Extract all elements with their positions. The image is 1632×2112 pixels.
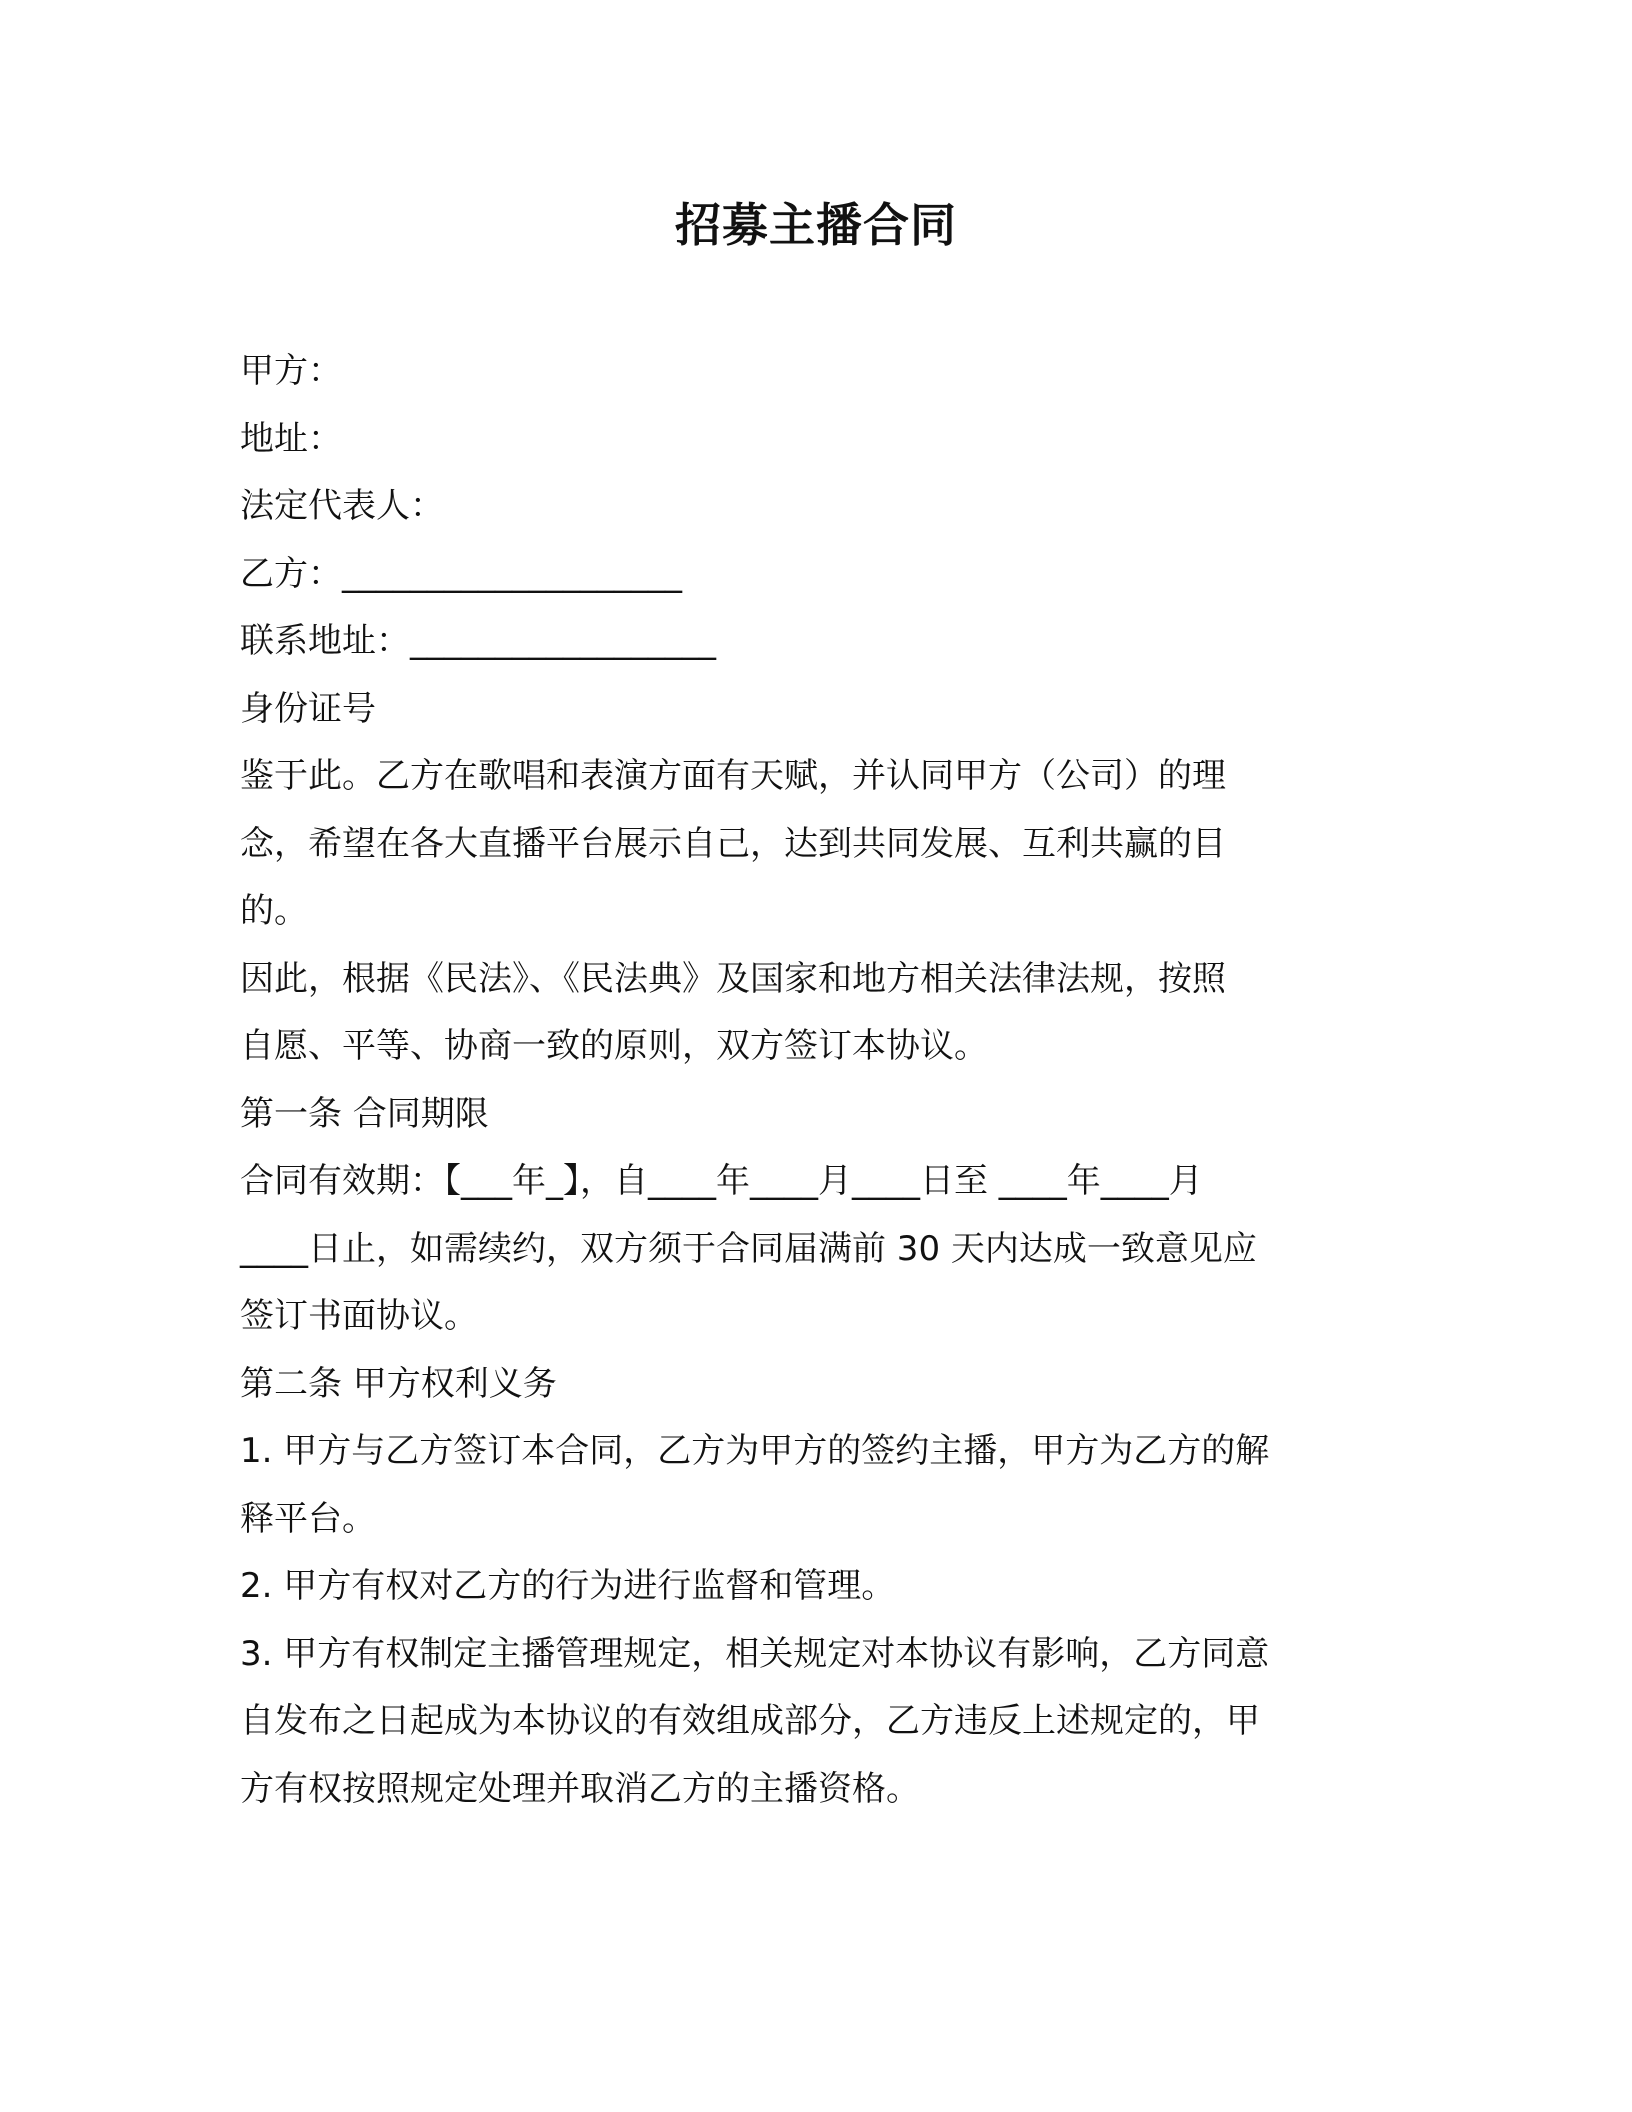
legal-basis-line: 因此，根据《民法》、《民法典》及国家和地方相关法律法规，按照 (240, 958, 1226, 999)
document-body (240, 338, 1410, 1823)
party-b-line: 乙方：____________________ (240, 553, 682, 594)
contract-term-line: 签订书面协议。 (240, 1296, 478, 1336)
clause-3-line: 3. 甲方有权制定主播管理规定，相关规定对本协议有影响，乙方同意 (240, 1633, 1270, 1674)
clause-2-line: 2. 甲方有权对乙方的行为进行监督和管理。 (240, 1566, 896, 1606)
preamble-line: 念，希望在各大直播平台展示自己，达到共同发展、互利共赢的目 (240, 823, 1226, 864)
contact-address-line: 联系地址：__________________ (240, 621, 716, 661)
address-line: 地址： (240, 418, 342, 459)
clause-1-line: 1. 甲方与乙方签订本合同，乙方为甲方的签约主播，甲方为乙方的解 (240, 1431, 1270, 1471)
article-2-heading: 第二条 甲方权利义务 (240, 1363, 557, 1404)
legal-representative-line: 法定代表人： (240, 486, 444, 526)
preamble-line: 鉴于此。乙方在歌唱和表演方面有天赋，并认同甲方（公司）的理 (240, 756, 1226, 796)
document-title: 招募主播合同 (675, 198, 957, 252)
id-number-line: 身份证号 (240, 688, 376, 729)
party-a-line: 甲方： (240, 351, 342, 391)
contract-term-line: 合同有效期：【___年_】，自____年____月____日至 ____年____月 (240, 1161, 1203, 1201)
clause-3-line: 方有权按照规定处理并取消乙方的主播资格。 (240, 1768, 920, 1809)
clause-3-line: 自发布之日起成为本协议的有效组成部分，乙方违反上述规定的，甲 (240, 1701, 1260, 1741)
article-1-heading: 第一条 合同期限 (240, 1093, 489, 1134)
preamble-line: 的。 (240, 891, 308, 931)
contract-term-line: ____日止，如需续约，双方须于合同届满前 30 天内达成一致意见应 (240, 1228, 1257, 1269)
legal-basis-line: 自愿、平等、协商一致的原则，双方签订本协议。 (240, 1026, 988, 1066)
clause-1-line: 释平台。 (240, 1498, 376, 1539)
